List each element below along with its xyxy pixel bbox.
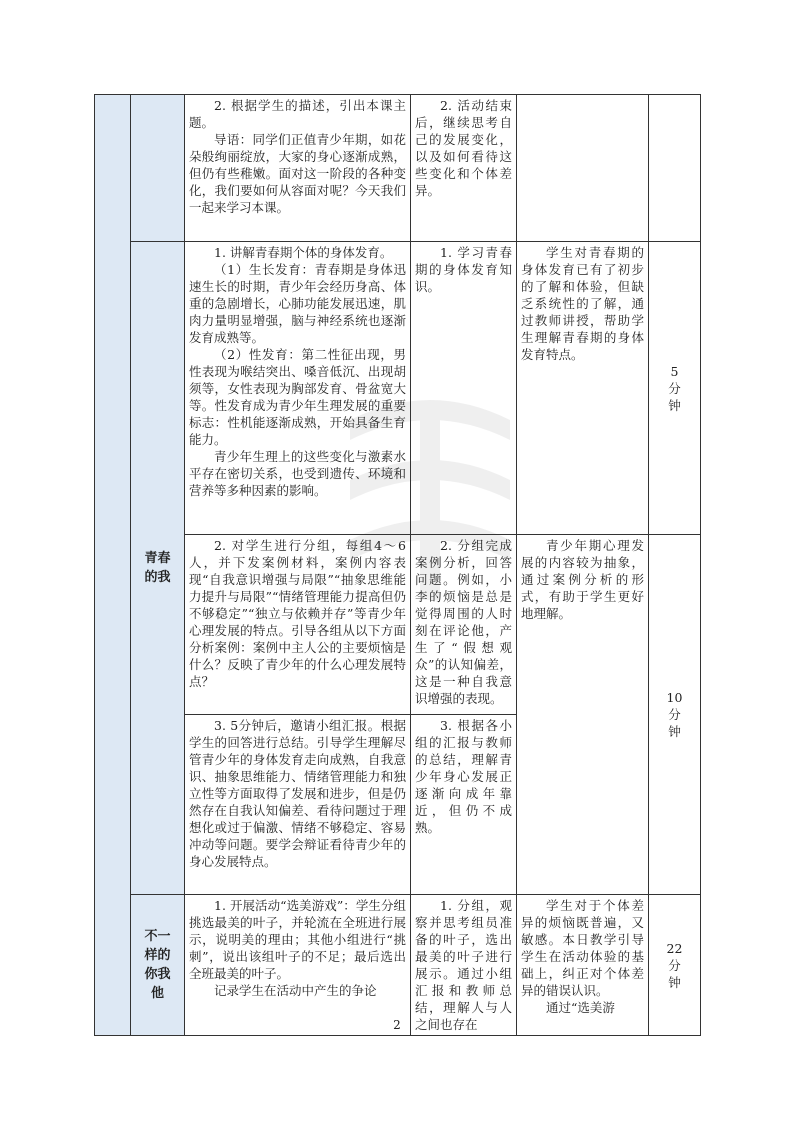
design-intent-cell	[517, 242, 649, 535]
paragraph: （1）生长发育：青春期是身体迅速生长的时期，青少年会经历身高、体重的急剧增长，心肺功能发展迅速，肌肉力量明显增强，脑与神经系统也逐渐发育成熟等。	[189, 262, 406, 345]
student-activity-cell	[411, 95, 517, 242]
lesson-plan-table	[94, 94, 701, 1036]
design-intent-cell	[517, 895, 649, 1036]
paragraph: 1. 学习青春期的身体发育知识。	[415, 245, 512, 294]
time-cell: 22 分 钟	[649, 895, 701, 1036]
student-activity-cell	[411, 715, 517, 895]
paragraph: （2）性发育：第二性征出现，男性表现为喉结突出、嗓音低沉、出现胡须等，女性表现为胸部发育、骨盆宽大等。性发育成为青少年生理发展的重要标志：性机能逐渐成熟，开始具备生育能力。	[189, 347, 406, 447]
paragraph: 青少年期心理发展的内容较为抽象，通过案例分析的形式，有助于学生更好地理解。	[521, 538, 644, 621]
time-cell: 10 分 钟	[649, 535, 701, 895]
table-row-game	[95, 895, 701, 1036]
teacher-activity-cell	[185, 242, 411, 535]
student-activity-cell	[411, 895, 517, 1036]
paragraph: 记录学生在活动中产生的争论	[214, 983, 377, 998]
section-title-different: 不一 样的 你我 他	[131, 895, 185, 1036]
paragraph: 1. 讲解青春期个体的身体发育。	[214, 245, 393, 260]
paragraph: 2. 对学生进行分组，每组4～6人，并下发案例材料，案例内容表现“自我意识增强与局限”“抽象思维能力提升与局限”“情绪管理能力提高但仍不够稳定”“独立与依赖并存”等青少年心理发展的特点。引导各组从以下方面分析案例：案例中主人公的主要烦恼是什么？反映了青少年的什么心理发展特点？	[189, 538, 406, 689]
table-row-intro	[95, 95, 701, 242]
student-activity-cell	[411, 242, 517, 535]
paragraph: 2. 根据学生的描述，引出本课主题。	[189, 98, 406, 130]
teacher-activity-cell	[185, 895, 411, 1036]
paragraph: 3. 根据各小组的汇报与教师的总结，理解青少年身心发展正逐渐向成年靠近，但仍不成熟。	[415, 718, 512, 835]
paragraph: 1. 分组，观察并思考组员准备的叶子，选出最美的叶子进行展示。通过小组汇报和教师总结，理解人与人之间也存在	[415, 898, 512, 1032]
table-row-body	[95, 242, 701, 535]
design-intent-cell	[517, 535, 649, 895]
paragraph: 学生对青春期的身体发育已有了初步的了解和体验，但缺乏系统性的了解，通过教师讲授，帮助学生理解青春期的身体发育特点。	[521, 245, 644, 362]
paragraph: 学生对于个体差异的烦恼既普遍，又敏感。本日教学引导学生在活动体验的基础上，纠正对个体差异的错误认识。	[521, 898, 644, 998]
time-cell	[649, 95, 701, 242]
paragraph: 2. 活动结束后，继续思考自己的发展变化，以及如何看待这些变化和个体差异。	[415, 98, 512, 198]
page-number: 2	[393, 1018, 401, 1032]
design-intent-cell	[517, 95, 649, 242]
paragraph: 1. 开展活动“选美游戏”：学生分组挑选最美的叶子，并轮流在全班进行展示，说明美的理由；其他小组进行“挑刺”，说出该组叶子的不足；最后选出全班最美的叶子。	[189, 898, 406, 981]
table-row-case	[95, 535, 701, 715]
section-cell-blank	[131, 95, 185, 242]
teacher-activity-cell	[185, 535, 411, 715]
paragraph: 2. 分组完成案例分析，回答问题。例如，小李的烦恼是总是觉得周围的人时刻在评论他，产生了“假想观众”的认知偏差，这是一种自我意识增强的表现。	[415, 538, 512, 706]
student-activity-cell	[411, 535, 517, 715]
paragraph: 青少年生理上的这些变化与激素水平存在密切关系，也受到遗传、环境和营养等多种因素的影响。	[189, 449, 406, 498]
teacher-activity-cell	[185, 95, 411, 242]
paragraph: 通过“选美游	[546, 1000, 615, 1015]
time-cell: 5 分 钟	[649, 242, 701, 535]
paragraph: 导语：同学们正值青少年期，如花朵般绚丽绽放，大家的身心逐渐成熟，但仍有些稚嫩。面对这一阶段的各种变化，我们要如何从容面对呢？今天我们一起来学习本课。	[189, 132, 406, 215]
paragraph: 3. 5分钟后，邀请小组汇报。根据学生的回答进行总结。引导学生理解尽管青少年的身体发育走向成熟，自我意识、抽象思维能力、情绪管理能力和独立性等方面取得了发展和进步，但是仍然存在自我认知偏差、看待问题过于理想化或过于偏激、情绪不够稳定、容易冲动等问题。要学会辩证看待青少年的身心发展特点。	[189, 718, 406, 869]
stage-column	[95, 95, 131, 1036]
teacher-activity-cell	[185, 715, 411, 895]
section-title-youth: 青春 的我	[131, 242, 185, 895]
